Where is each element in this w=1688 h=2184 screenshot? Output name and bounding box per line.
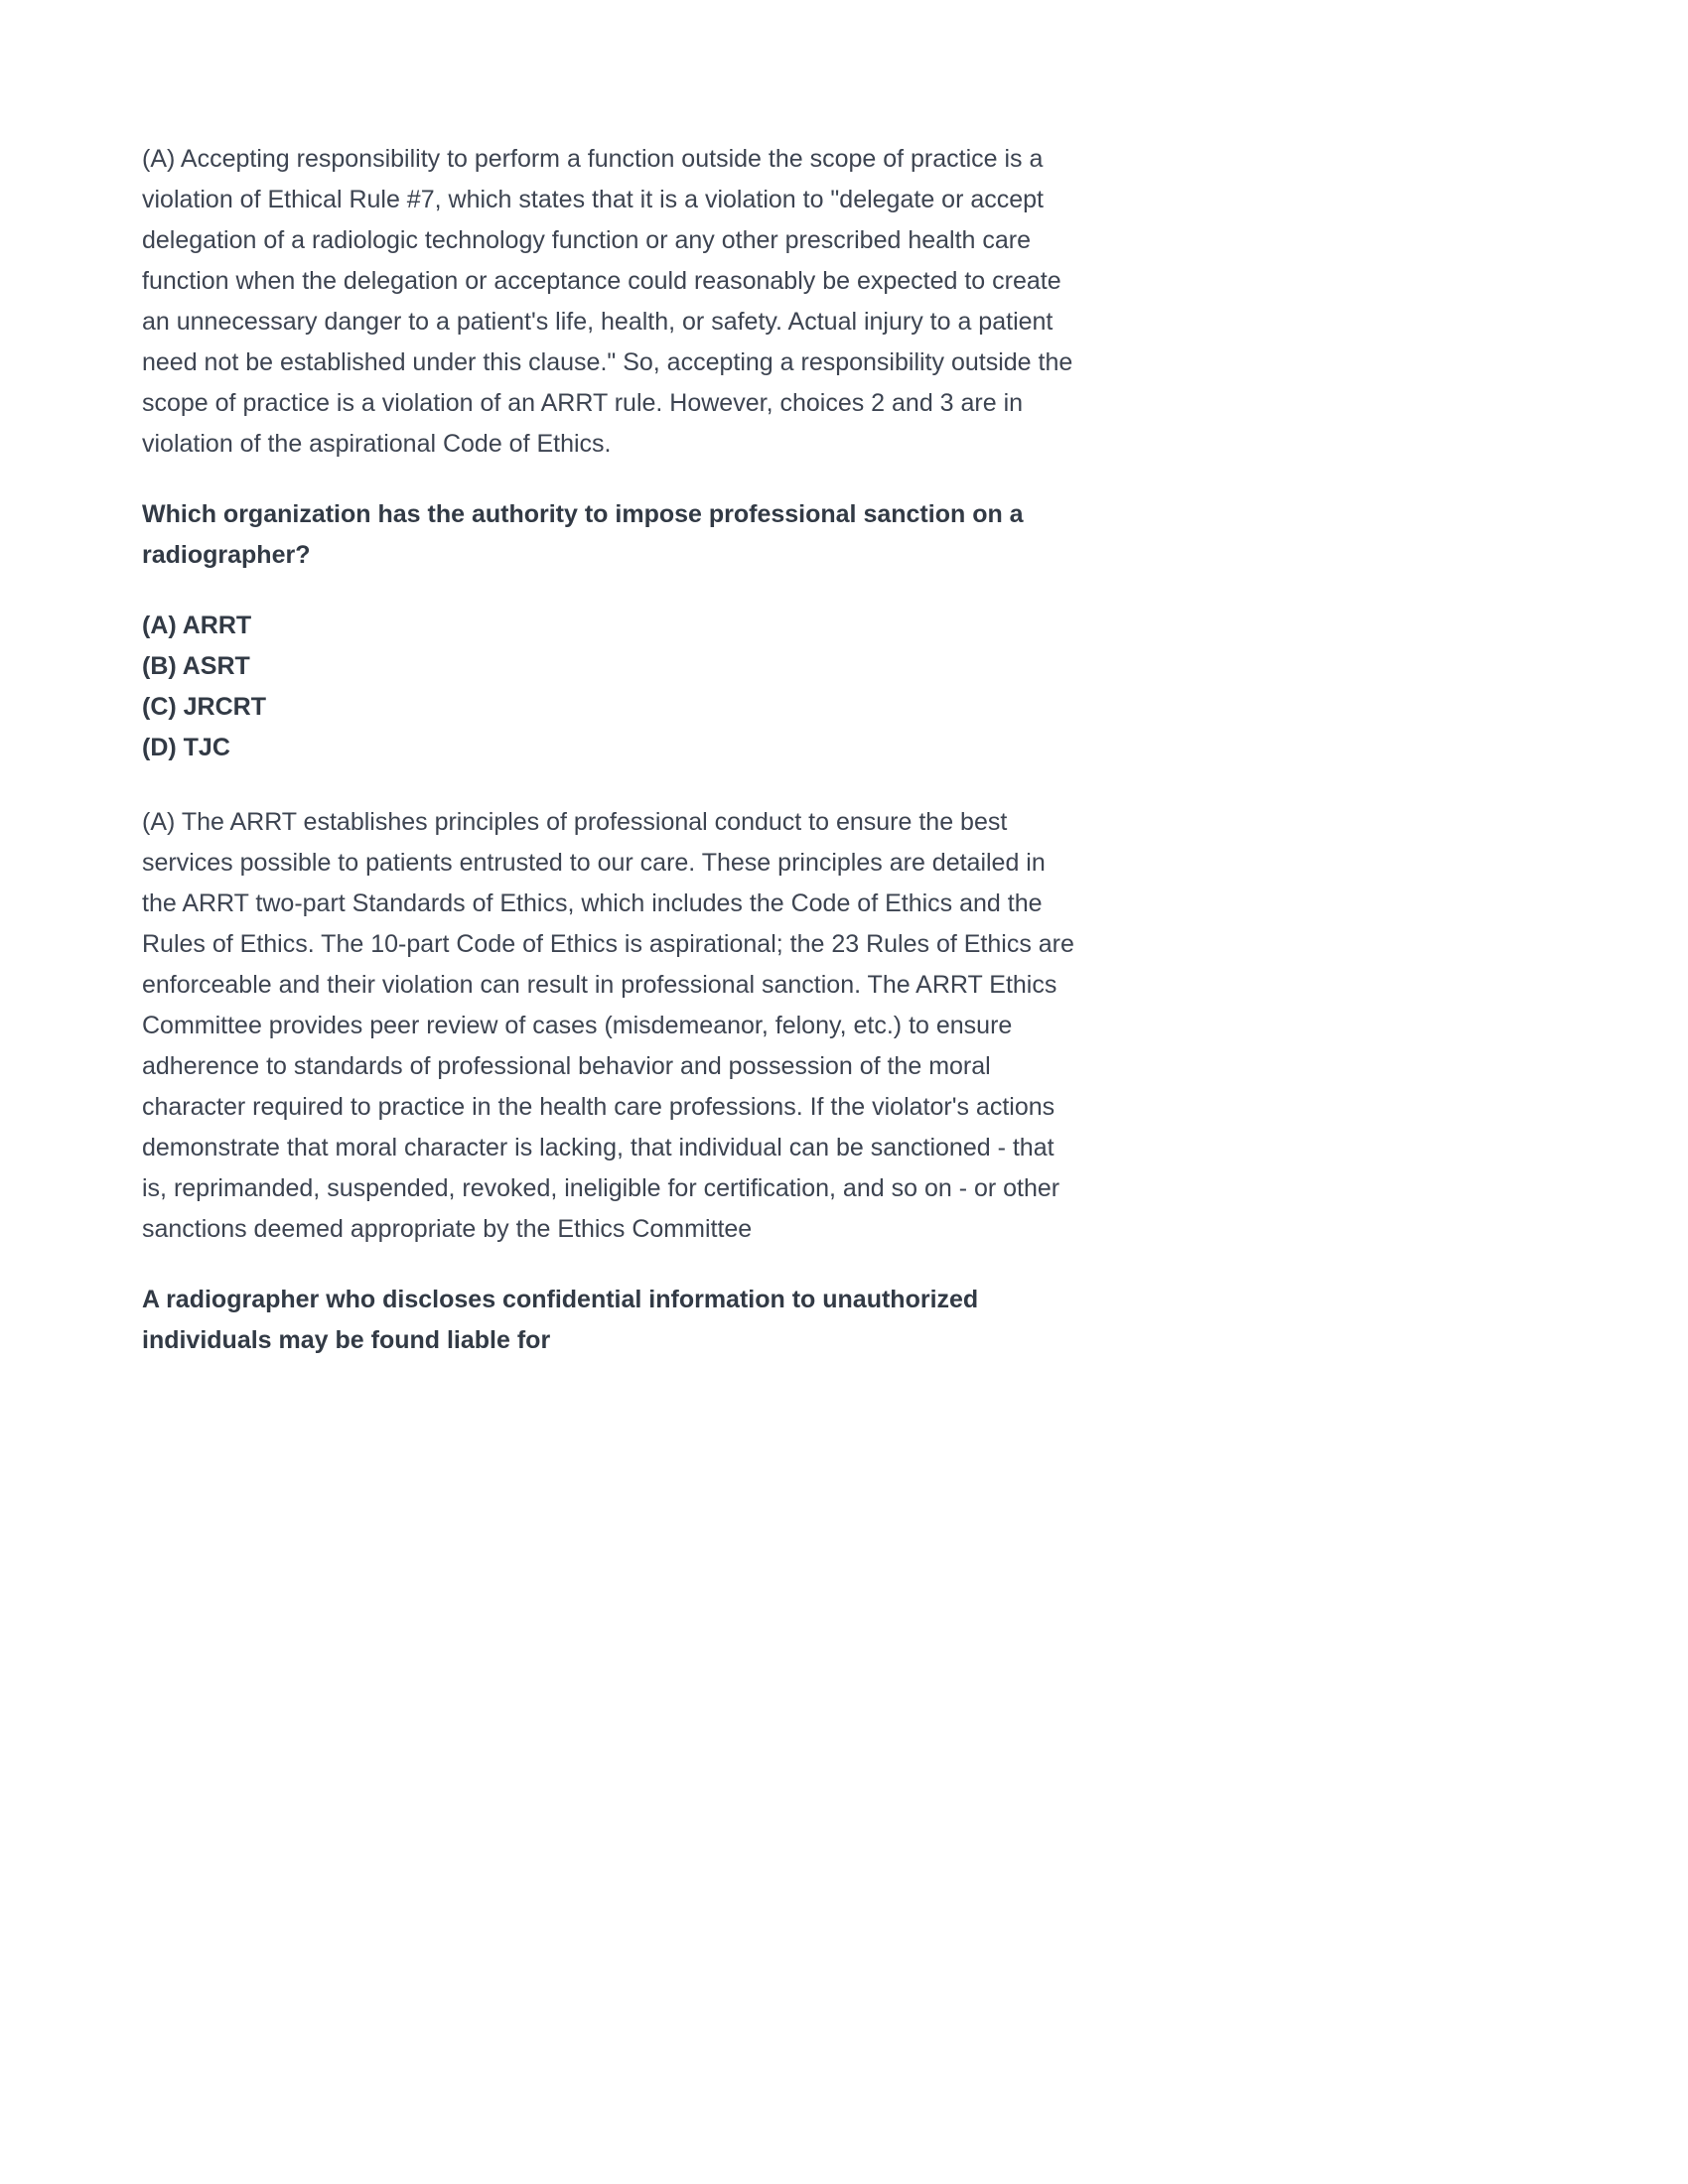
exam-question-2: A radiographer who discloses confidential information to unauthorized individuals may be found liable for: [142, 1286, 979, 1354]
answer-options-list: [142, 606, 1075, 768]
exam-question-1: Which organization has the authority to impose professional sanction on a radiographer?: [142, 500, 1024, 569]
answer-option-d: (D) TJC: [142, 734, 230, 761]
answer-option-c: (C) JRCRT: [142, 693, 266, 721]
document-content: [142, 139, 1075, 1391]
answer-explanation-2: (A) The ARRT establishes principles of professional conduct to ensure the best services possible to patients entrusted to our care. These principles are detailed in the ARRT two-part Standards of Ethics, which includes the Code of Ethics and the Rules of Ethics. The 10-part Code of Ethics is aspirational; the 23 Rules of Ethics are enforceable and their violation can result in professional sanction. The ARRT Ethics Committee provides peer review of cases (misdemeanor, felony, etc.) to ensure adherence to standards of professional behavior and possession of the moral character required to practice in the health care professions. If the violator's actions demonstrate that moral character is lacking, that individual can be sanctioned - that is, reprimanded, suspended, revoked, ineligible for certification, and so on - or other sanctions deemed appropriate by the Ethics Committee: [142, 808, 1074, 1243]
answer-option-a: (A) ARRT: [142, 612, 252, 639]
answer-explanation-1: (A) Accepting responsibility to perform a function outside the scope of practice is a violation of Ethical Rule #7, which states that it is a violation to "delegate or accept delegation of a radiologic technology function or any other prescribed health care function when the delegation or acceptance could reasonably be expected to create an unnecessary danger to a patient's life, health, or safety. Actual injury to a patient need not be established under this clause." So, accepting a responsibility outside the scope of practice is a violation of an ARRT rule. However, choices 2 and 3 are in violation of the aspirational Code of Ethics.: [142, 145, 1073, 458]
answer-option-b: (B) ASRT: [142, 652, 250, 680]
